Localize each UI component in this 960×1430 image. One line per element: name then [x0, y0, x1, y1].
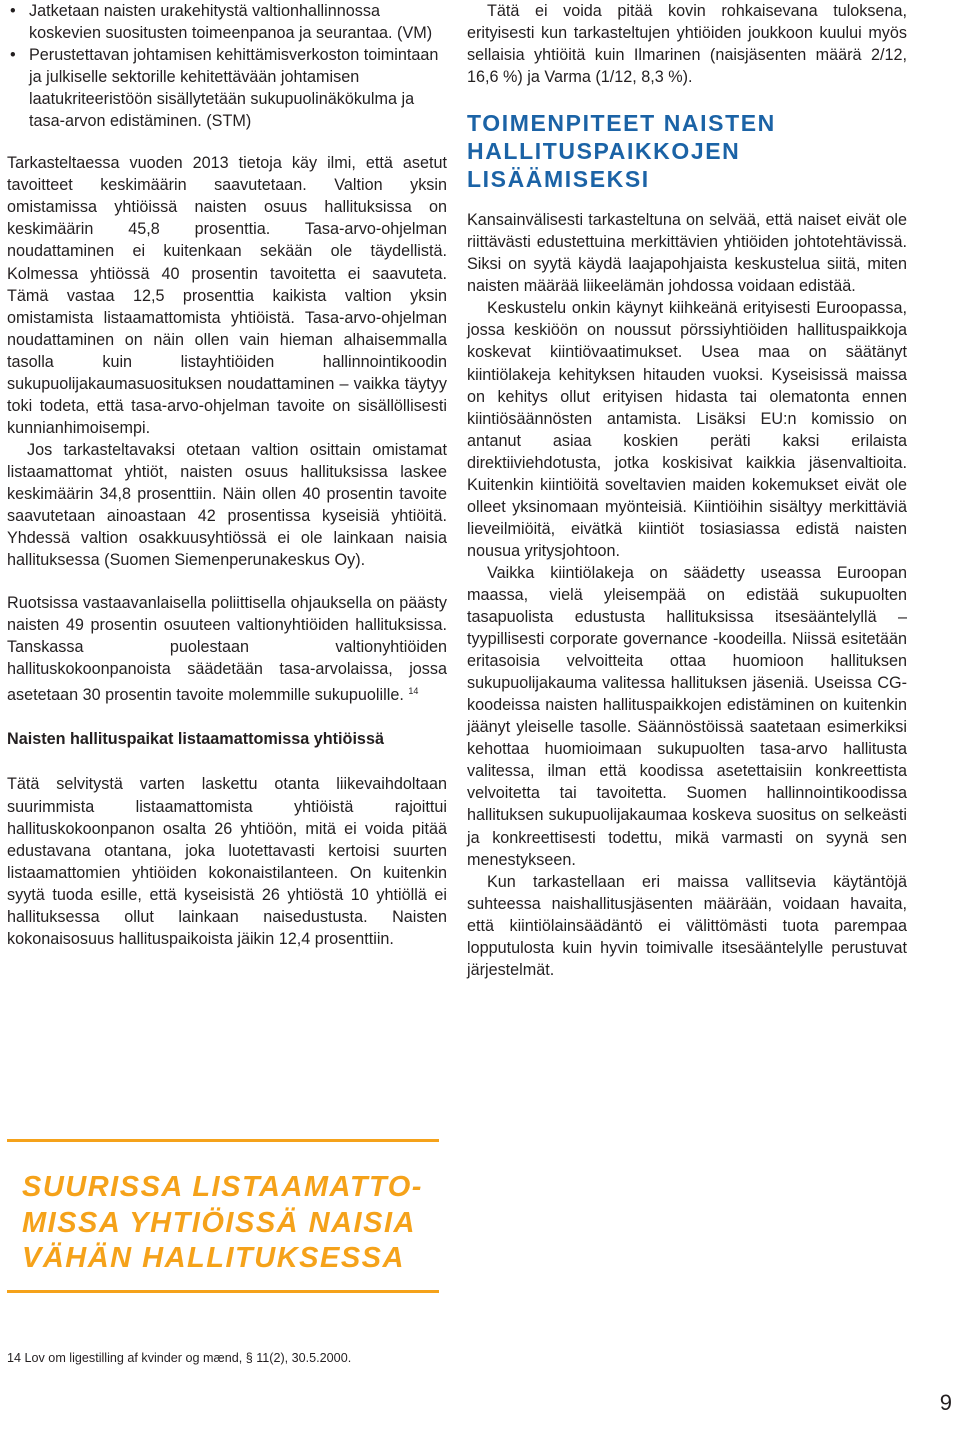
list-item: • Jatketaan naisten urakehitystä valtionhallinnossa koskevien suositusten toimeenpanoa ja seurantaa. (VM) — [7, 0, 447, 44]
footnote-reference[interactable]: 14 — [408, 686, 419, 697]
body-paragraph: Vaikka kiintiölakeja on säädetty useassa Euroopan maassa, vielä yleisempää on edistää sukupuolten tasapuolista edustusta hallituksissa itsesääntelyllä – tyypillisesti corporate governance -koodeilla. Niissä esitetään eritasoisia velvoitteita ottaa huomioon hallituksen sukupuolijakauma valitessa hallituksen jäseniä. Useissa CG-koodeissa naisten hallituspaikkojen edistäminen on kuitenkin jäänyt yleiselle tasolle. Säännöstöissä saatetaan esimerkiksi kehottaa huomioimaan sukupuolten tasa-arvo hallitusta valitessa, ilman että koodissa asetettaisiin konkreettista velvoitetta tai tavoitetta. Suomen hallinnointikoodissa hallituksen sukupuolijakaumaa koskeva suositus on selkeästi ja konkreettisesti todettu, mikä varmasti on syynä sen menestykseen. — [467, 563, 907, 869]
section-subheading: Naisten hallituspaikat listaamattomissa yhtiöissä — [7, 730, 384, 749]
list-item: • Perustettavan johtamisen kehittämisverkoston toimintaan ja julkiselle sektorille kehitettävään johtamisen laatukriteeristöön sisällytetään sukupuolinäkökulma ja tasa-arvon edistäminen. (STM) — [7, 44, 447, 132]
paragraph-text: Ruotsissa vastaavanlaisella poliittisella ohjauksella on päästy naisten 49 prosentin osuuteen valtionyhtiöiden hallituksissa. Tanskassa puolestaan valtionyhtiöiden hallituskokoonpanoista säädetään tasa-arvolaissa, jossa asetetaan 30 prosentin tavoite molemmille sukupuolille. — [7, 594, 447, 705]
body-paragraph: Tätä selvitystä varten laskettu otanta liikevaihdoltaan suurimmista listaamattomista yhtiöistä rajoittui hallituskokoonpanon osalta 26 yhtiöön, mitä ei voida pitää edustavana otantana, joka luotettavasti kertoisi suurten listaamattomien yhtiöiden kokonaistilanteen. On kuitenkin syytä tuoda esille, että kyseisistä 26 yhtiöstä 10 yhtiöllä ei hallituksessa ollut lainkaan naisedustusta. Naisten kokonaisosuus hallituspaikoista jäikin 12,4 prosenttiin. — [7, 775, 447, 948]
body-paragraph — [7, 592, 447, 706]
pull-quote: SUURISSA LISTAAMATTO-MISSA YHTIÖISSÄ NAISIA VÄHÄN HALLITUKSESSA — [22, 1171, 423, 1274]
body-paragraph: Kun tarkastellaan eri maissa vallitsevia käytäntöjä suhteessa naishallitusjäsenten määrään, voidaan havaita, että kiintiölainsäädäntö ei välittömästi tuota parempaa lopputulosta kuin hyvin toimivalle itsesääntelylle perustuvat järjestelmät. — [467, 872, 907, 979]
body-paragraph: Keskustelu onkin käynyt kiihkeänä erityisesti Euroopassa, jossa keskiöön on noussut pörssiyhtiöiden hallituspaikkoja koskevat kiintiövaatimukset. Usea maa on säätänyt kiintiölakeja kehityksen hitauden vuoksi. Kyseisissä maissa on kehitys ollut erityisen hidasta tai olematonta ennen kiintiösäännösten antamista. Lisäksi EU:n komissio on antanut asiaa koskien peräti kaksi erilaista direktiiviehdotusta, jotka koskisivat kaikkia jäsenvaltioita. Kuitenkin kiintiöitä soveltavien maiden kokemukset eivät ole olleet yksinomaan myönteisiä. Kiintiöihin sisältyy merkittäviä lieveilmiöitä, eivätkä kiintiöt tosiasiassa edistä naisten nousua yritysjohtoon. — [467, 299, 907, 560]
right-column — [467, 0, 907, 981]
body-paragraph: Kansainvälisesti tarkasteltuna on selvää, että naiset eivät ole riittävästi edustettuina merkittävien yhtiöiden johtotehtävissä. Siksi on syytä käydä laajapohjaista keskustelua siitä, miten naisten määrää liikeelämän johdossa voidaan edistää. — [467, 211, 907, 296]
left-column — [7, 0, 447, 950]
page-number: 9 — [939, 1390, 952, 1415]
body-paragraph: Tarkasteltaessa vuoden 2013 tietoja käy ilmi, että asetut tavoitteet keskimäärin saavutetaan. Valtion yksin omistamissa yhtiöissä naisten osuus hallituksissa on keskimäärin 45,8 prosenttia. Tasa-arvo-ohjelman noudattaminen ei kuitenkaan sekään ole täydellistä. Kolmessa yhtiössä 40 prosentin tavoitetta ei saavuteta. Tämä vastaa 12,5 prosenttia kaikista valtion yksin omistamista listaamattomista yhtiöistä. Tasa-arvo-ohjelman noudattaminen on näin ollen vain hieman alhaisemmalla tasolla kuin listayhtiöiden hallinnointikoodin sukupuolijakaumasuosituksen noudattaminen – vaikka täytyy toki todeta, että tasa-arvo-ohjelman tavoite on sisällöllisesti kunnianhimoisempi. — [7, 154, 447, 437]
section-heading: TOIMENPITEET NAISTEN HALLITUSPAIKKOJEN LISÄÄMISEKSI — [467, 110, 776, 193]
callout-top-rule — [7, 1139, 439, 1142]
body-paragraph: Jos tarkasteltavaksi otetaan valtion osittain omistamat listaamattomat yhtiöt, naisten osuus hallituksissa laskee keskimäärin 34,8 prosenttiin. Näin ollen 40 prosentin tavoite saavutetaan ainoastaan 42 prosentissa kyseisiä yhtiöitä. Yhdessä valtion osakkuusyhtiössä ei ole lainkaan naisia hallituksessa (Suomen Siemenperunakeskus Oy). — [7, 440, 447, 570]
callout-bottom-rule — [7, 1290, 439, 1293]
recommendation-list — [7, 0, 447, 132]
body-paragraph: Tätä ei voida pitää kovin rohkaisevana tuloksena, erityisesti kun tarkasteltujen yhtiöiden joukkoon kuului myös sellaisia yhtiöitä kuin Ilmarinen (naisjäsenten määrä 2/12, 16,6 %) ja Varma (1/12, 8,3 %). — [467, 2, 907, 87]
footnote: 14 Lov om ligestilling af kvinder og mænd, § 11(2), 30.5.2000. — [7, 1351, 352, 1365]
